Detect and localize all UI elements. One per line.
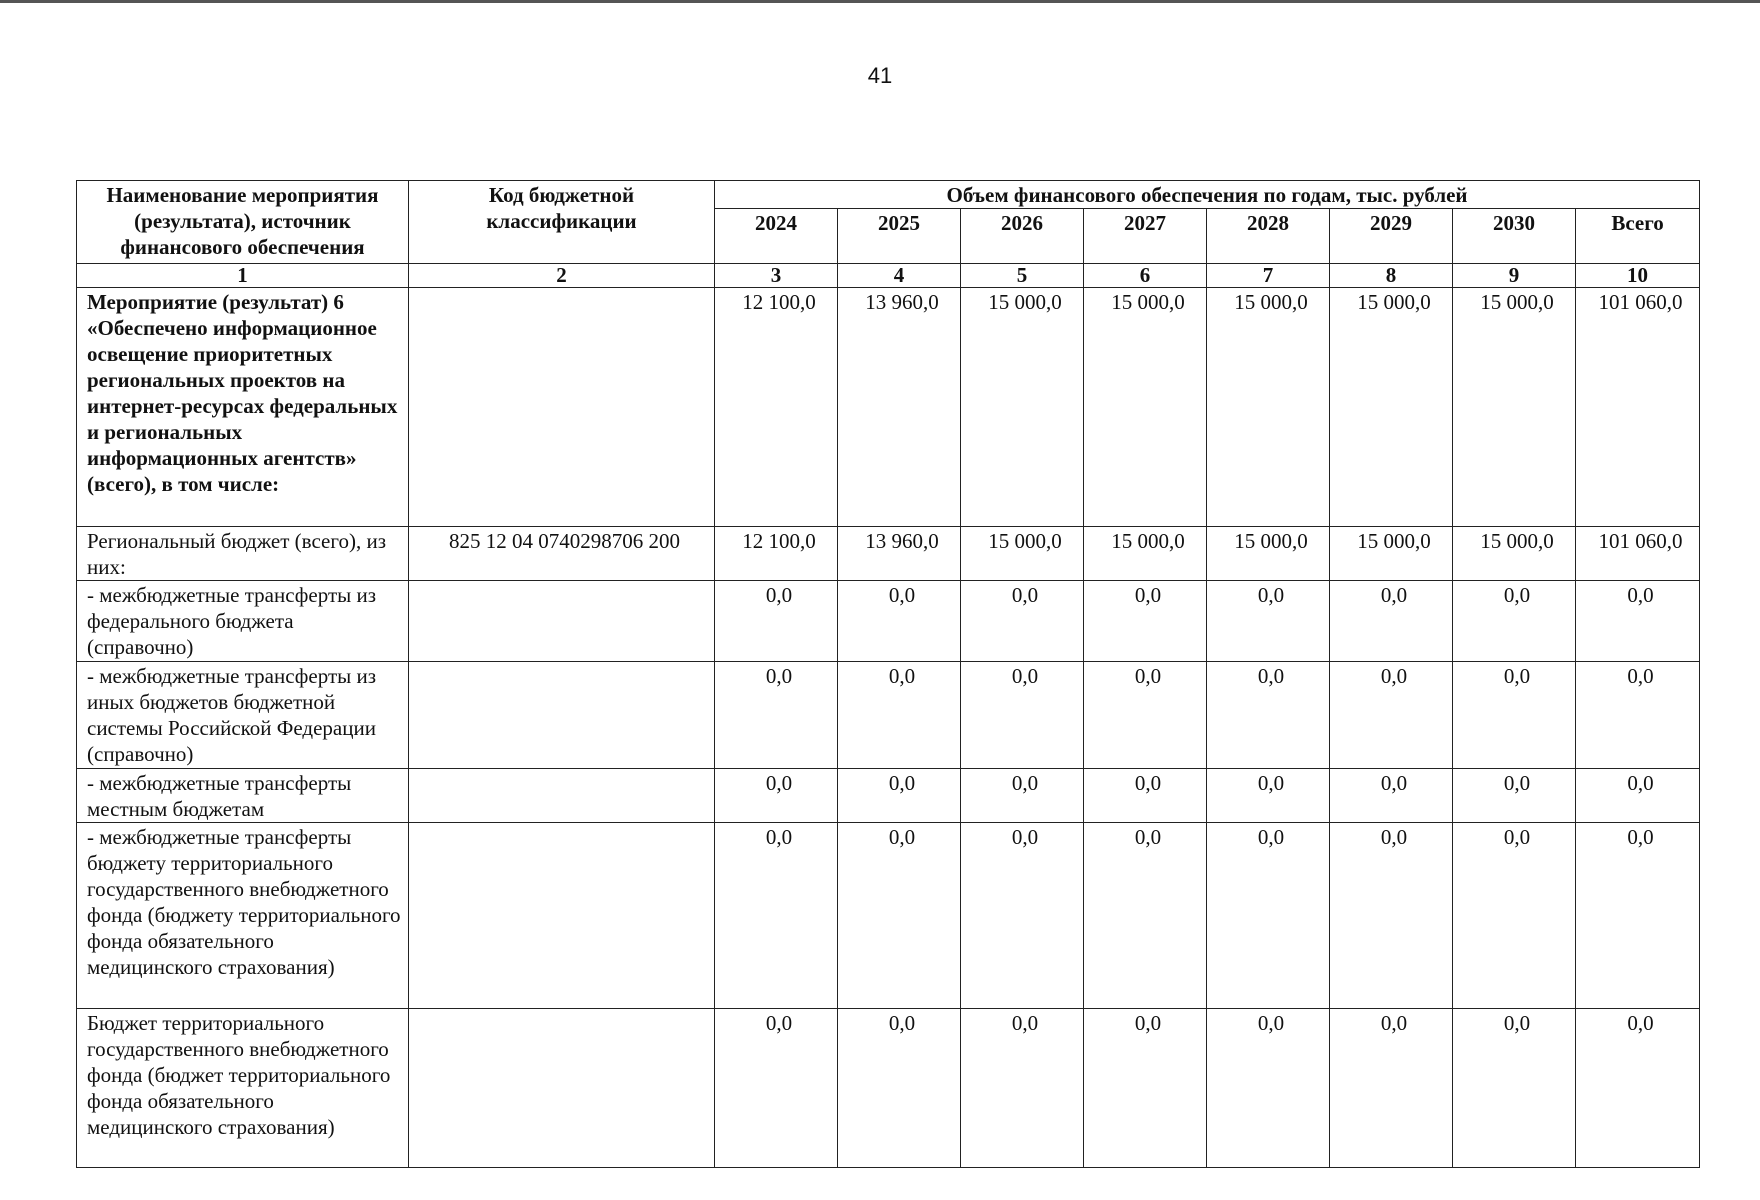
row-value: 0,0 <box>961 1009 1084 1168</box>
column-number: 5 <box>961 264 1084 288</box>
header-year: 2029 <box>1330 209 1453 264</box>
row-value: 15 000,0 <box>1453 527 1576 581</box>
column-number: 9 <box>1453 264 1576 288</box>
row-value: 0,0 <box>961 823 1084 1009</box>
row-value: 0,0 <box>1453 581 1576 662</box>
row-value: 0,0 <box>1084 581 1207 662</box>
row-value: 0,0 <box>1576 823 1700 1009</box>
header-year: 2030 <box>1453 209 1576 264</box>
row-value: 15 000,0 <box>1084 288 1207 527</box>
table-row-fund-budget <box>77 1009 1700 1168</box>
financing-table <box>76 180 1700 1168</box>
row-value: 15 000,0 <box>961 288 1084 527</box>
column-number: 3 <box>715 264 838 288</box>
row-value: 0,0 <box>961 662 1084 769</box>
table-header <box>77 181 1700 288</box>
table-body <box>77 288 1700 1168</box>
row-value: 0,0 <box>1084 662 1207 769</box>
row-value: 0,0 <box>715 823 838 1009</box>
page-number: 41 <box>867 63 893 88</box>
row-value: 0,0 <box>1576 581 1700 662</box>
row-value: 0,0 <box>838 581 961 662</box>
row-name: Региональный бюджет (всего), из них: <box>77 527 409 581</box>
row-code <box>409 581 715 662</box>
row-value: 15 000,0 <box>1453 288 1576 527</box>
row-name: - межбюджетные трансферты бюджету территориального государственного внебюджетного фонда (бюджету территориального фонда обязательного медицинского страхования) <box>77 823 409 1009</box>
row-value: 13 960,0 <box>838 527 961 581</box>
row-value: 0,0 <box>1207 769 1330 823</box>
row-value: 15 000,0 <box>1207 527 1330 581</box>
row-code <box>409 769 715 823</box>
row-value: 0,0 <box>715 581 838 662</box>
row-value: 0,0 <box>715 662 838 769</box>
row-value: 0,0 <box>1453 823 1576 1009</box>
row-code: 825 12 04 0740298706 200 <box>409 527 715 581</box>
row-name: - межбюджетные трансферты из федерального бюджета (справочно) <box>77 581 409 662</box>
row-code <box>409 662 715 769</box>
header-year: 2027 <box>1084 209 1207 264</box>
header-name: Наименование мероприятия (результата), источник финансового обеспечения <box>77 181 409 264</box>
row-name: - межбюджетные трансферты из иных бюджетов бюджетной системы Российской Федерации (справочно) <box>77 662 409 769</box>
row-value: 0,0 <box>838 769 961 823</box>
row-value: 0,0 <box>1453 769 1576 823</box>
row-value: 0,0 <box>1576 1009 1700 1168</box>
column-number: 4 <box>838 264 961 288</box>
row-value: 12 100,0 <box>715 288 838 527</box>
header-total: Всего <box>1576 209 1700 264</box>
row-value: 15 000,0 <box>1207 288 1330 527</box>
row-value: 0,0 <box>715 1009 838 1168</box>
column-number: 2 <box>409 264 715 288</box>
row-name: Бюджет территориального государственного внебюджетного фонда (бюджет территориального фонда обязательного медицинского страхования) <box>77 1009 409 1168</box>
header-code: Код бюджетной классификации <box>409 181 715 264</box>
row-value: 0,0 <box>1453 662 1576 769</box>
row-value: 13 960,0 <box>838 288 961 527</box>
row-name: Мероприятие (результат) 6 «Обеспечено информационное освещение приоритетных региональных проектов на интернет-ресурсах федеральных и региональных информационных агентств» (всего), в том числе: <box>77 288 409 527</box>
row-value: 0,0 <box>1330 581 1453 662</box>
row-value: 0,0 <box>1576 769 1700 823</box>
row-code <box>409 1009 715 1168</box>
header-volume: Объем финансового обеспечения по годам, тыс. рублей <box>715 181 1700 209</box>
row-code <box>409 823 715 1009</box>
table-row-fund-transfers <box>77 823 1700 1009</box>
column-number: 8 <box>1330 264 1453 288</box>
row-value: 15 000,0 <box>961 527 1084 581</box>
column-number: 7 <box>1207 264 1330 288</box>
header-year: 2025 <box>838 209 961 264</box>
table-row-other-budget-transfers <box>77 662 1700 769</box>
row-value: 15 000,0 <box>1330 288 1453 527</box>
header-year: 2028 <box>1207 209 1330 264</box>
row-value: 0,0 <box>1084 823 1207 1009</box>
column-number: 6 <box>1084 264 1207 288</box>
row-code <box>409 288 715 527</box>
row-value: 15 000,0 <box>1084 527 1207 581</box>
row-value: 0,0 <box>1084 769 1207 823</box>
header-year: 2024 <box>715 209 838 264</box>
row-value: 0,0 <box>1207 823 1330 1009</box>
row-value: 15 000,0 <box>1330 527 1453 581</box>
row-value: 0,0 <box>1330 823 1453 1009</box>
header-year: 2026 <box>961 209 1084 264</box>
table-row-regional-budget <box>77 527 1700 581</box>
row-value: 12 100,0 <box>715 527 838 581</box>
column-number: 1 <box>77 264 409 288</box>
row-value: 0,0 <box>838 823 961 1009</box>
row-value: 101 060,0 <box>1576 288 1700 527</box>
row-value: 0,0 <box>715 769 838 823</box>
row-value: 0,0 <box>1453 1009 1576 1168</box>
table-row-local-transfers <box>77 769 1700 823</box>
row-value: 0,0 <box>961 769 1084 823</box>
table-row-federal-transfers <box>77 581 1700 662</box>
row-value: 0,0 <box>1576 662 1700 769</box>
row-value: 0,0 <box>838 662 961 769</box>
top-border-line <box>0 0 1760 3</box>
row-value: 0,0 <box>1084 1009 1207 1168</box>
row-name: - межбюджетные трансферты местным бюджетам <box>77 769 409 823</box>
row-value: 0,0 <box>1207 581 1330 662</box>
row-value: 0,0 <box>1207 1009 1330 1168</box>
column-number: 10 <box>1576 264 1700 288</box>
row-value: 0,0 <box>961 581 1084 662</box>
row-value: 0,0 <box>838 1009 961 1168</box>
row-value: 0,0 <box>1330 769 1453 823</box>
row-value: 0,0 <box>1330 1009 1453 1168</box>
table-row-activity-total <box>77 288 1700 527</box>
row-value: 101 060,0 <box>1576 527 1700 581</box>
row-value: 0,0 <box>1330 662 1453 769</box>
column-numbers-row <box>77 264 1700 288</box>
row-value: 0,0 <box>1207 662 1330 769</box>
